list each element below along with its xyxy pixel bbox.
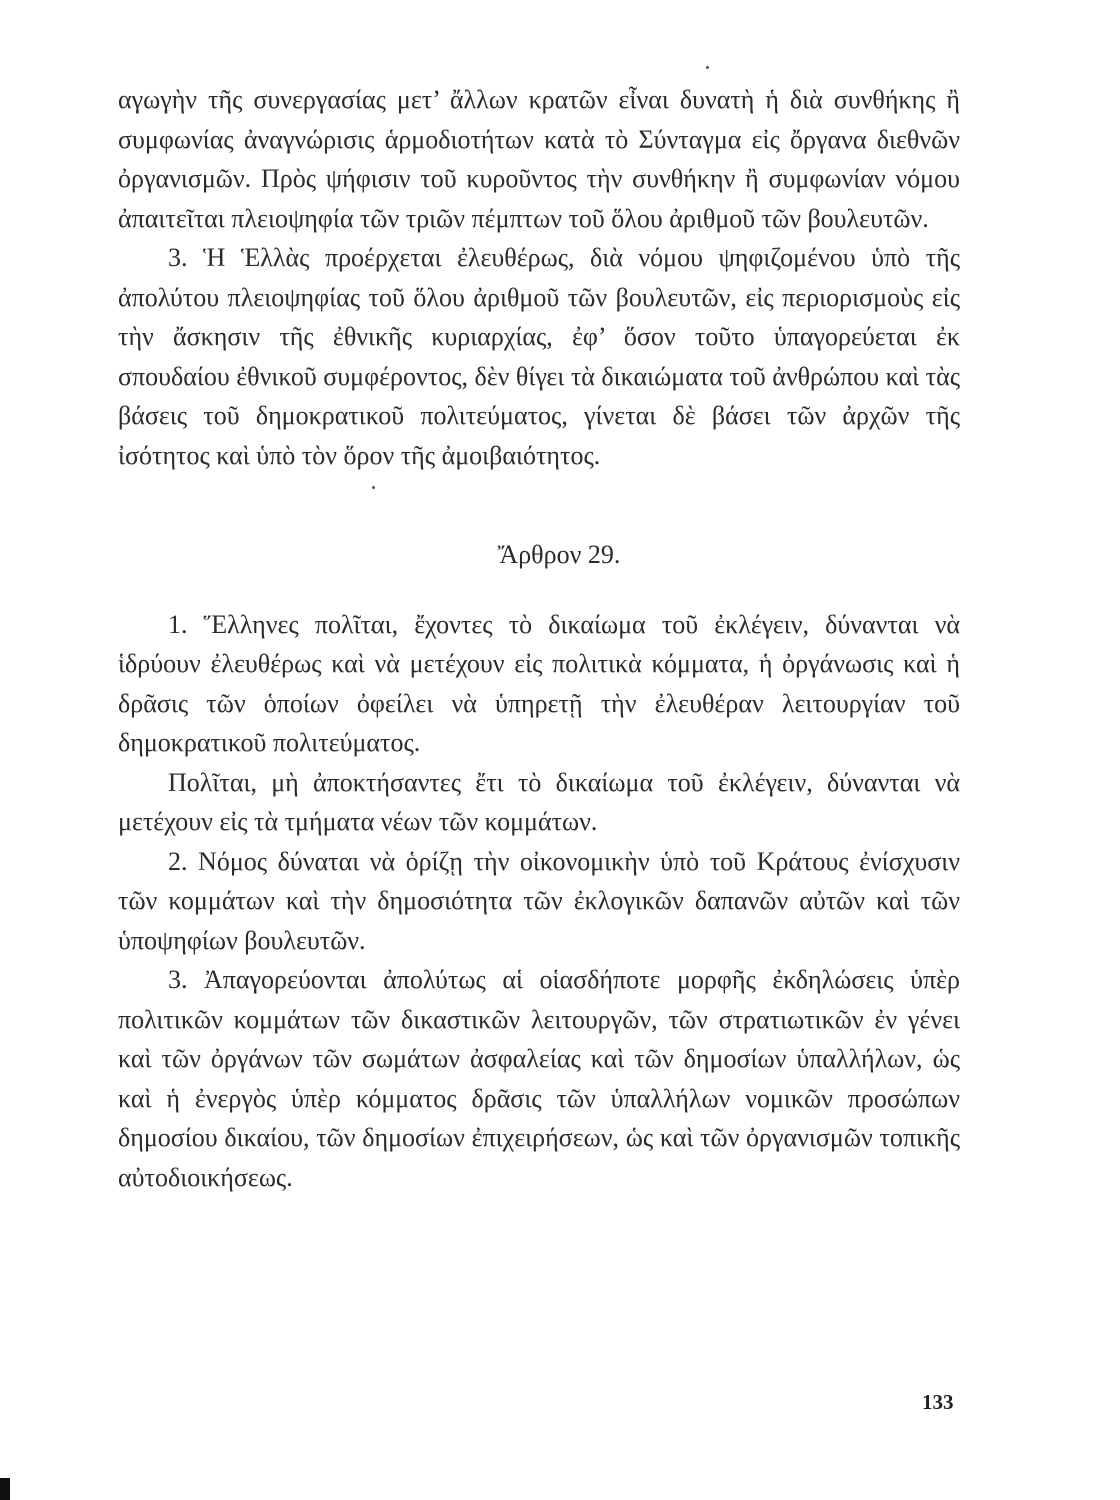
article-paragraph-2: 2. Νόμος δύναται νὰ ὁρίζῃ τὴν οἰκονομικὴν ὑπὸ τοῦ Κράτους ἐνίσχυσιν τῶν κομμάτων καὶ τὴν δημοσιότητα τῶν ἐκλογικῶν δαπανῶν αὐτῶν καὶ τῶν ὑποψηφίων βουλευτῶν.: [118, 846, 960, 955]
document-body: [118, 80, 960, 1197]
scan-edge-mark: [0, 1478, 10, 1500]
page-number: 133: [922, 1390, 954, 1414]
article-heading: Ἄρθρον 29.: [497, 540, 621, 569]
article-paragraph-1: 1. Ἕλληνες πολῖται, ἔχοντες τὸ δικαίωμα τοῦ ἐκλέγειν, δύνανται νὰ ἱδρύουν ἐλευθέρως καὶ νὰ μετέχουν εἰς πολιτικὰ κόμματα, ἡ ὀργάνωσις καὶ ἡ δρᾶσις τῶν ὁποίων ὀφείλει νὰ ὑπηρετῇ τὴν ἐλευθέραν λειτουργίαν τοῦ δημοκρατικοῦ πολιτεύματος.: [118, 609, 960, 757]
article-paragraph-3: 3. Ἀπαγορεύονται ἀπολύτως αἱ οἱασδήποτε μορφῆς ἐκδηλώσεις ὑπὲρ πολιτικῶν κομμάτων τῶν δικαστικῶν λειτουργῶν, τῶν στρατιωτικῶν ἐν γένει καὶ τῶν ὀργάνων τῶν σωμάτων ἀσφαλείας καὶ τῶν δημοσίων ὑπαλλήλων, ὡς καὶ ἡ ἐνεργὸς ὑπὲρ κόμματος δρᾶσις τῶν ὑπαλλήλων νομικῶν προσώπων δημοσίου δικαίου, τῶν δημοσίων ἐπιχειρήσεων, ὡς καὶ τῶν ὀργανισμῶν τοπικῆς αὐτοδιοικήσεως.: [118, 965, 960, 1192]
paragraph-3: 3. Ἡ Ἑλλὰς προέρχεται ἐλευθέρως, διὰ νόμου ψηφιζομένου ὑπὸ τῆς ἀπολύτου πλειοψηφίας τοῦ ὅλου ἀριθμοῦ τῶν βουλευτῶν, εἰς περιορισμοὺς εἰς τὴν ἄσκησιν τῆς ἐθνικῆς κυριαρχίας, ἐφ’ ὅσον τοῦτο ὑπαγορεύεται ἐκ σπουδαίου ἐθνικοῦ συμφέροντος, δὲν θίγει τὰ δικαιώματα τοῦ ἀνθρώπου καὶ τὰς βάσεις τοῦ δημοκρατικοῦ πολιτεύματος, γίνεται δὲ βάσει τῶν ἀρχῶν τῆς ἰσότητος καὶ ὑπὸ τὸν ὅρον τῆς ἀμοιβαιότητος.: [118, 243, 960, 470]
print-speck: [706, 66, 709, 69]
intro-paragraph: αγωγὴν τῆς συνεργασίας μετ’ ἄλλων κρατῶν εἶναι δυνατὴ ἡ διὰ συνθήκης ἢ συμφωνίας ἀναγνώρισις ἁρμοδιοτήτων κατὰ τὸ Σύνταγμα εἰς ὄργανα διεθνῶν ὀργανισμῶν. Πρὸς ψήφισιν τοῦ κυροῦντος τὴν συνθήκην ἢ συμφωνίαν νόμου ἀπαιτεῖται πλειοψηφία τῶν τριῶν πέμπτων τοῦ ὅλου ἀριθμοῦ τῶν βουλευτῶν.: [118, 85, 960, 233]
article-paragraph-1-continued: Πολῖται, μὴ ἀποκτήσαντες ἔτι τὸ δικαίωμα τοῦ ἐκλέγειν, δύνανται νὰ μετέχουν εἰς τὰ τμήματα νέων τῶν κομμάτων.: [118, 767, 960, 836]
